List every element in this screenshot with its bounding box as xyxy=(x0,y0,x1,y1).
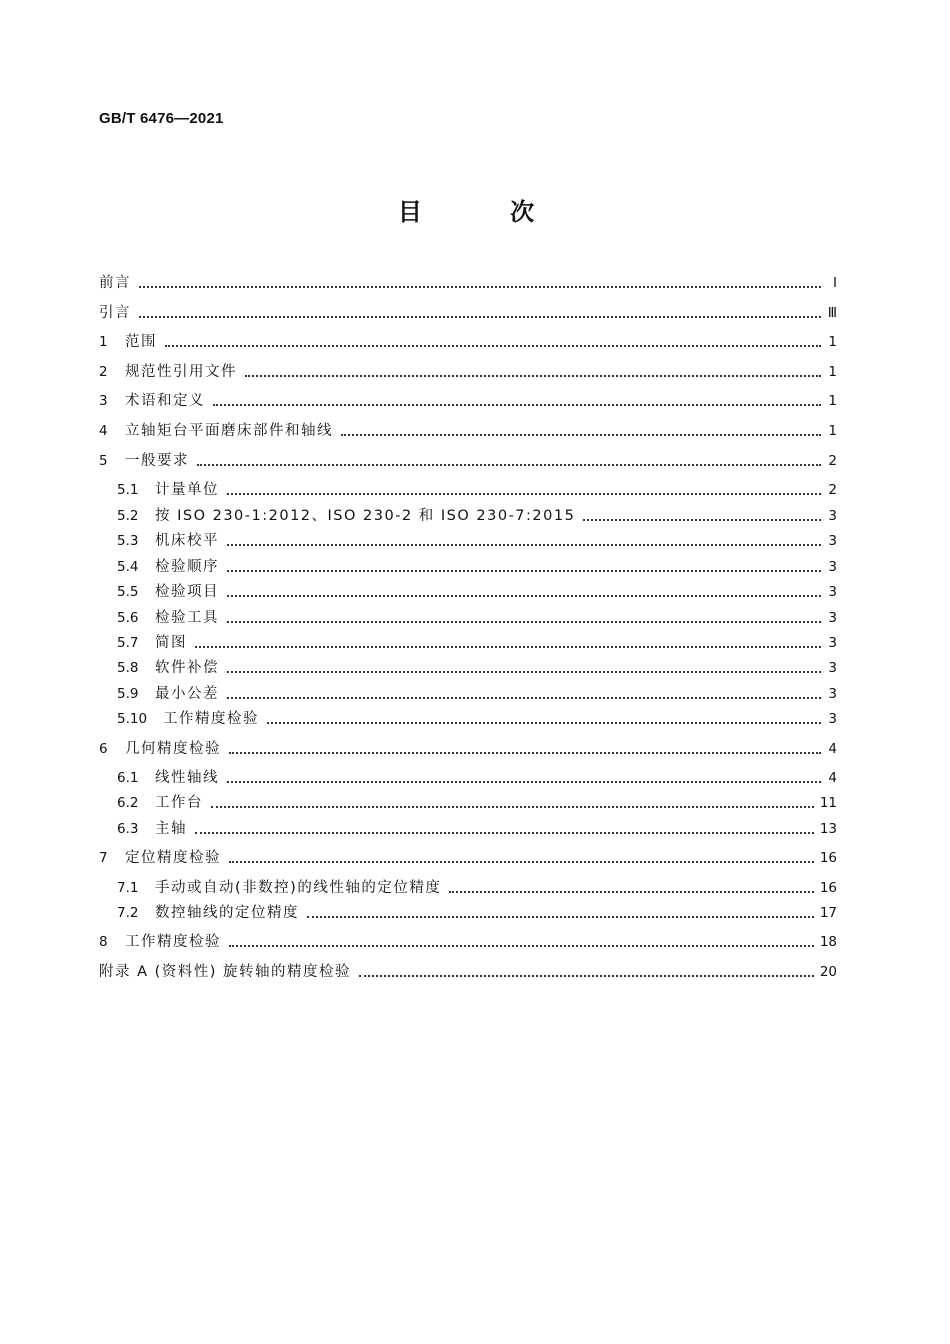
dot-leader xyxy=(227,697,821,699)
dot-leader xyxy=(227,544,821,546)
dot-leader xyxy=(195,646,821,648)
toc-entry-label: 一般要求 xyxy=(125,453,189,469)
toc-entry-number: 3 xyxy=(99,393,108,409)
dot-leader xyxy=(197,464,821,466)
toc-entry[interactable] xyxy=(117,877,837,899)
toc-entry-label: 简图 xyxy=(155,635,187,651)
toc-entry-number: 8 xyxy=(99,934,108,950)
toc-entry-page: 11 xyxy=(819,795,837,811)
toc-entry-number: 6.1 xyxy=(117,770,139,786)
toc-entry[interactable] xyxy=(99,738,837,760)
toc-entry-number: 4 xyxy=(99,423,108,439)
dot-leader xyxy=(267,722,821,724)
toc-entry-page: 3 xyxy=(828,711,837,727)
toc-entry-number: 6.3 xyxy=(117,821,139,837)
toc-entry-number: 6.2 xyxy=(117,795,139,811)
toc-entry-label: 检验顺序 xyxy=(155,559,219,575)
dot-leader xyxy=(307,916,814,918)
toc-entry[interactable] xyxy=(99,961,837,983)
toc-entry-label: 几何精度检验 xyxy=(125,741,221,757)
toc-entry-page: 17 xyxy=(819,905,837,921)
toc-entry[interactable] xyxy=(117,479,837,501)
toc-entry[interactable] xyxy=(117,505,837,527)
dot-leader xyxy=(165,345,821,347)
toc-entry-page: Ⅲ xyxy=(827,305,837,321)
toc-entry-page: 2 xyxy=(828,482,837,498)
toc-entry-label: 工作精度检验 xyxy=(163,711,259,727)
dot-leader xyxy=(139,286,821,288)
toc-entry-label: 检验项目 xyxy=(155,584,219,600)
toc-entry-page: 20 xyxy=(819,964,837,980)
toc-entry-page: 1 xyxy=(828,334,837,350)
toc-entry-number: 5.10 xyxy=(117,711,148,727)
toc-entry-label: 引言 xyxy=(99,305,131,321)
toc-entry-page: 3 xyxy=(828,686,837,702)
toc-entry-label: 术语和定义 xyxy=(125,393,205,409)
dot-leader xyxy=(229,752,821,754)
dot-leader xyxy=(227,570,821,572)
toc-entry-number: 7.2 xyxy=(117,905,139,921)
toc-entry[interactable] xyxy=(99,272,837,294)
toc-entry[interactable] xyxy=(117,530,837,552)
toc-entry[interactable] xyxy=(117,632,837,654)
dot-leader xyxy=(229,945,814,947)
toc-entry-number: 5.5 xyxy=(117,584,139,600)
toc-entry-number: 6 xyxy=(99,741,108,757)
dot-leader xyxy=(359,975,814,977)
toc-entry-label: 数控轴线的定位精度 xyxy=(155,905,299,921)
dot-leader xyxy=(245,375,821,377)
toc-entry-page: 16 xyxy=(819,850,837,866)
toc-entry-page: 3 xyxy=(828,533,837,549)
toc-entry-page: Ⅰ xyxy=(833,275,837,291)
dot-leader xyxy=(211,806,814,808)
toc-entry[interactable] xyxy=(117,607,837,629)
toc-entry[interactable] xyxy=(99,302,837,324)
toc-entry-page: 13 xyxy=(819,821,837,837)
toc-entry-number: 5 xyxy=(99,453,108,469)
toc-entry-page: 3 xyxy=(828,660,837,676)
toc-entry-number: 2 xyxy=(99,364,108,380)
dot-leader xyxy=(227,493,821,495)
toc-entry-label: 机床校平 xyxy=(155,533,219,549)
toc-entry[interactable] xyxy=(117,556,837,578)
toc-entry-page: 1 xyxy=(828,393,837,409)
toc-entry-label: 最小公差 xyxy=(155,686,219,702)
toc-entry-number: 5.3 xyxy=(117,533,139,549)
toc-entry[interactable] xyxy=(117,581,837,603)
toc-entry-label: 手动或自动(非数控)的线性轴的定位精度 xyxy=(155,880,442,896)
toc-entry-label: 范围 xyxy=(125,334,157,350)
toc-entry-number: 7 xyxy=(99,850,108,866)
toc-entry-page: 1 xyxy=(828,364,837,380)
toc-entry-label: 按 ISO 230-1:2012、ISO 230-2 和 ISO 230-7:2015 xyxy=(155,508,576,524)
toc-entry-label: 附录 A (资料性) 旋转轴的精度检验 xyxy=(99,964,352,980)
toc-entry[interactable] xyxy=(99,847,837,869)
toc-entry-label: 线性轴线 xyxy=(155,770,219,786)
dot-leader xyxy=(139,316,821,318)
toc-entry-page: 18 xyxy=(819,934,837,950)
toc-entry[interactable] xyxy=(117,792,837,814)
toc-entry-number: 1 xyxy=(99,334,108,350)
toc-entry-label: 软件补偿 xyxy=(155,660,219,676)
toc-entry-label: 立轴矩台平面磨床部件和轴线 xyxy=(125,423,333,439)
toc-entry[interactable] xyxy=(117,902,837,924)
toc-entry-number: 5.2 xyxy=(117,508,139,524)
toc-entry-number: 5.8 xyxy=(117,660,139,676)
toc-entry-number: 5.6 xyxy=(117,610,139,626)
toc-entry-label: 定位精度检验 xyxy=(125,850,221,866)
dot-leader xyxy=(449,891,814,893)
toc-entry-number: 5.7 xyxy=(117,635,139,651)
toc-entry-page: 4 xyxy=(828,770,837,786)
table-of-contents xyxy=(99,0,837,1344)
toc-entry[interactable] xyxy=(117,708,837,730)
toc-entry[interactable] xyxy=(99,390,837,412)
toc-entry-label: 检验工具 xyxy=(155,610,219,626)
toc-entry-page: 1 xyxy=(828,423,837,439)
toc-entry-page: 16 xyxy=(819,880,837,896)
standard-code: GB/T 6476—2021 xyxy=(99,110,224,127)
toc-entry-page: 3 xyxy=(828,584,837,600)
toc-entry[interactable] xyxy=(99,331,837,353)
toc-entry-page: 3 xyxy=(828,559,837,575)
toc-entry-page: 3 xyxy=(828,610,837,626)
toc-entry[interactable] xyxy=(99,450,837,472)
dot-leader xyxy=(227,781,821,783)
toc-entry-label: 计量单位 xyxy=(155,482,219,498)
toc-entry[interactable] xyxy=(99,361,837,383)
toc-entry-label: 主轴 xyxy=(155,821,187,837)
toc-entry[interactable] xyxy=(117,657,837,679)
toc-entry-page: 3 xyxy=(828,635,837,651)
toc-entry-page: 2 xyxy=(828,453,837,469)
dot-leader xyxy=(227,595,821,597)
toc-entry-label: 工作精度检验 xyxy=(125,934,221,950)
dot-leader xyxy=(229,861,814,863)
toc-entry-number: 7.1 xyxy=(117,880,139,896)
toc-entry-page: 3 xyxy=(828,508,837,524)
toc-entry-label: 规范性引用文件 xyxy=(125,364,237,380)
dot-leader xyxy=(195,832,814,834)
toc-entry-label: 前言 xyxy=(99,275,131,291)
toc-entry[interactable] xyxy=(99,420,837,442)
toc-title: 目 次 xyxy=(397,198,575,226)
dot-leader xyxy=(227,671,821,673)
toc-entry-page: 4 xyxy=(828,741,837,757)
toc-entry[interactable] xyxy=(117,818,837,840)
toc-entry[interactable] xyxy=(117,683,837,705)
toc-entry-label: 工作台 xyxy=(155,795,203,811)
dot-leader xyxy=(213,404,821,406)
dot-leader xyxy=(583,519,821,521)
dot-leader xyxy=(341,434,821,436)
toc-entry-number: 5.1 xyxy=(117,482,139,498)
dot-leader xyxy=(227,621,821,623)
toc-entry[interactable] xyxy=(117,767,837,789)
toc-entry[interactable] xyxy=(99,931,837,953)
toc-entry-number: 5.9 xyxy=(117,686,139,702)
toc-entry-number: 5.4 xyxy=(117,559,139,575)
